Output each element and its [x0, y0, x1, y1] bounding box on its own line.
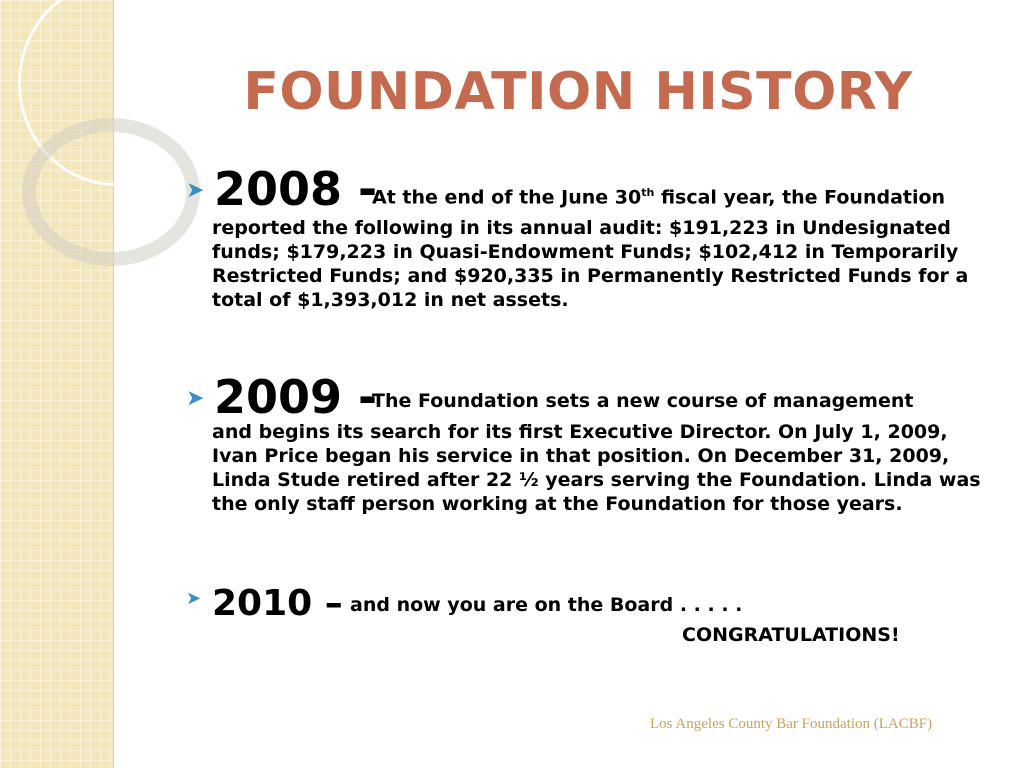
- entry-lead-text: The Foundation sets a new course of management: [372, 390, 914, 412]
- entry-year: 2010 –: [212, 583, 343, 624]
- entry-body-text: and begins its search for its first Executive Director. On July 1, 2009, Ivan Price began his service in that position. On December 31, 2009, Linda Stude retired after 22 ½ years serving the Foundation. Linda was the only staff person working at the Foundation for those years.: [212, 421, 981, 515]
- arrow-bullet-icon: ➤: [186, 178, 205, 203]
- entry-year: 2008 -: [214, 162, 378, 216]
- entry-year: 2009 -: [214, 370, 378, 424]
- entry-lead-text: At the end of the June 30th fiscal year, the Foundation: [372, 186, 946, 209]
- decorative-ring: [22, 118, 200, 266]
- arrow-bullet-icon: ➤: [186, 386, 205, 411]
- entry-body-text: reported the following in its annual audit: $191,223 in Undesignated funds; $179,223 in Quasi-Endowment Funds; $102,412 in Temporarily Restricted Funds; and $920,335 in Permanently Restricted Funds for a total of $1,393,012 in net assets.: [212, 217, 969, 311]
- arrow-bullet-icon: ➤: [186, 588, 202, 609]
- slide-title: FOUNDATION HISTORY: [243, 62, 913, 122]
- slide-footer: Los Angeles County Bar Foundation (LACBF): [650, 716, 933, 732]
- congratulations-text: CONGRATULATIONS!: [682, 624, 900, 646]
- entry-lead-text: and now you are on the Board . . . . .: [350, 594, 743, 616]
